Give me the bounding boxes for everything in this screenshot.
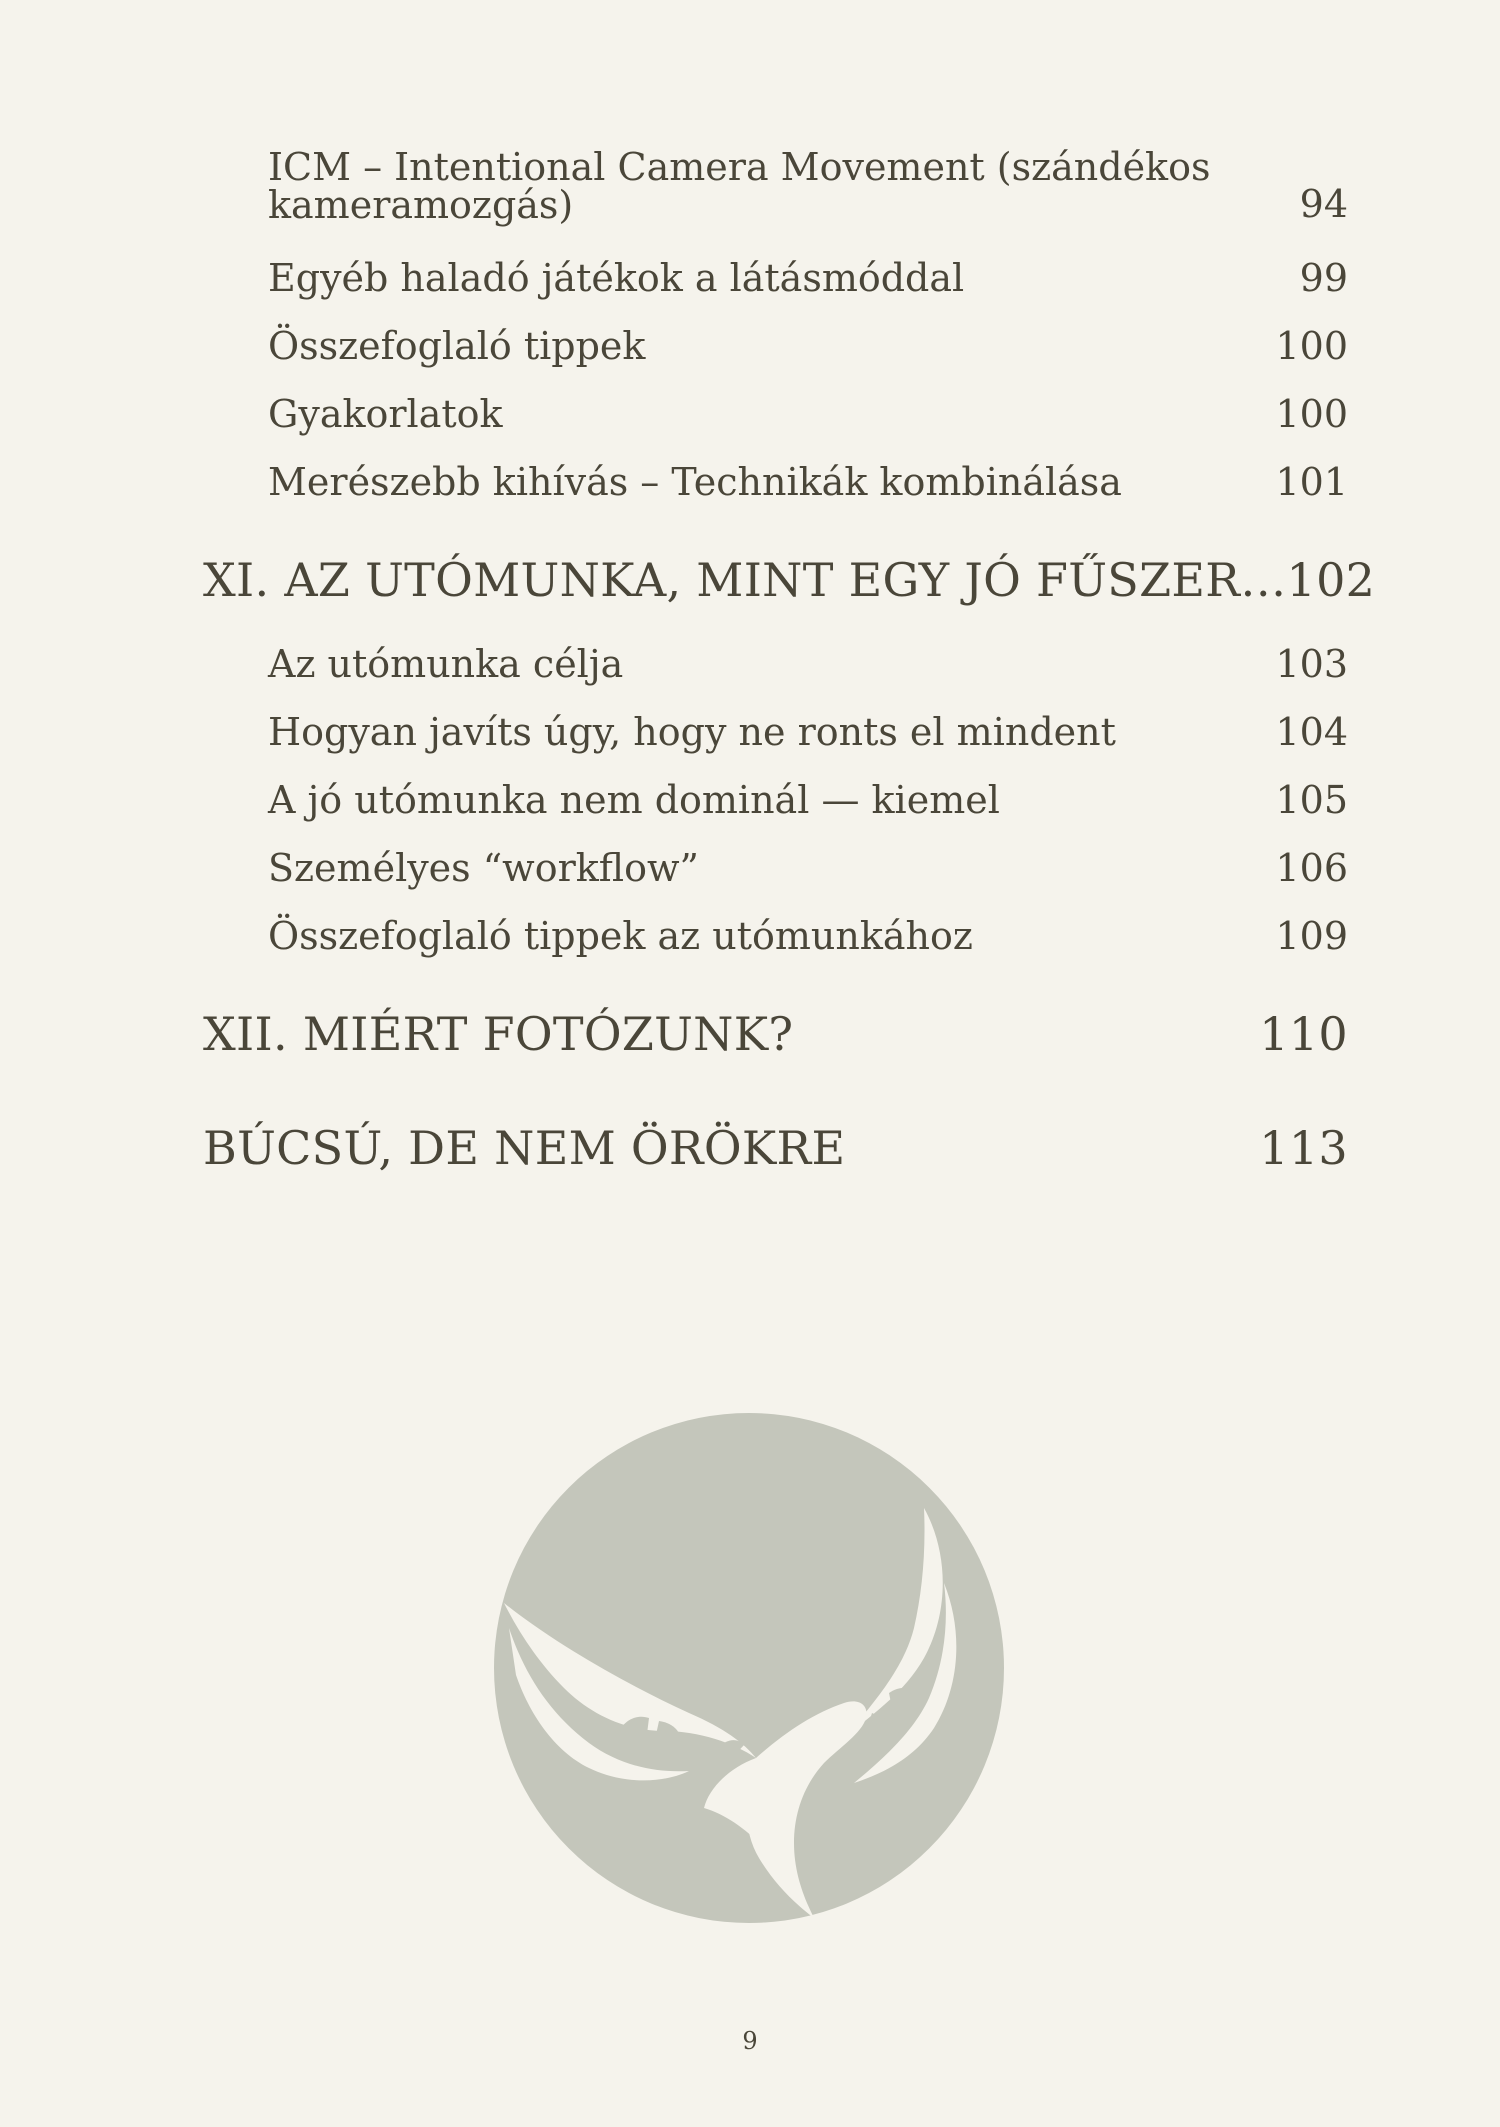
toc-chapter-xii[interactable] bbox=[203, 1007, 1348, 1061]
toc-entry-utomunka-celja[interactable] bbox=[268, 644, 1348, 684]
toc-entry-osszefoglalo-tippek[interactable] bbox=[268, 326, 1348, 366]
toc-chapter-page: 110 bbox=[1259, 1007, 1348, 1061]
toc-chapter-title: XI. AZ UTÓMUNKA, MINT EGY JÓ FŰSZER… bbox=[203, 553, 1287, 607]
toc-chapter-title: BÚCSÚ, DE NEM ÖRÖKRE bbox=[203, 1121, 846, 1175]
toc-entry-title: Személyes “workflow” bbox=[268, 846, 699, 890]
toc-entry-title: Merészebb kihívás – Technikák kombinálása bbox=[268, 460, 1122, 504]
toc-entry-gyakorlatok[interactable] bbox=[268, 394, 1348, 434]
toc-entry-mereszebb-kihivas[interactable] bbox=[268, 462, 1348, 502]
toc-entry-title: ICM – Intentional Camera Movement (szándékos kameramozgás) bbox=[268, 145, 1211, 227]
toc-entry-osszefoglalo-utomunka[interactable] bbox=[268, 916, 1348, 956]
toc-entry-page: 99 bbox=[1299, 256, 1348, 300]
toc-entry-title: Összefoglaló tippek bbox=[268, 324, 646, 368]
page-number: 9 bbox=[742, 2027, 758, 2055]
toc-entry-page: 100 bbox=[1275, 324, 1348, 368]
toc-chapter-xi[interactable] bbox=[203, 553, 1376, 607]
toc-entry-title: Összefoglaló tippek az utómunkához bbox=[268, 914, 973, 958]
toc-entry-page: 106 bbox=[1275, 846, 1348, 890]
toc-chapter-page: 102 bbox=[1286, 553, 1376, 607]
toc-chapter-page: 113 bbox=[1259, 1121, 1348, 1175]
toc-entry-title: Hogyan javíts úgy, hogy ne ronts el mindent bbox=[268, 710, 1116, 754]
toc-entry-title: A jó utómunka nem dominál — kiemel bbox=[268, 778, 1000, 822]
toc-entry-page: 101 bbox=[1275, 460, 1348, 504]
toc-entry-page: 109 bbox=[1275, 914, 1348, 958]
bird-in-circle-icon bbox=[494, 1413, 1004, 1923]
toc-entry-page: 100 bbox=[1275, 392, 1348, 436]
toc-entry-icm[interactable] bbox=[268, 145, 1348, 227]
toc-entry-hogyan-javits[interactable] bbox=[268, 712, 1348, 752]
toc-entry-page: 103 bbox=[1275, 642, 1348, 686]
toc-entry-jo-utomunka[interactable] bbox=[268, 780, 1348, 820]
toc-entry-title: Gyakorlatok bbox=[268, 392, 503, 436]
toc-entry-szemelyes-workflow[interactable] bbox=[268, 848, 1348, 888]
toc-chapter-bucsu[interactable] bbox=[203, 1121, 1348, 1175]
toc-chapter-title: XII. MIÉRT FOTÓZUNK? bbox=[203, 1007, 794, 1061]
toc-entry-title: Az utómunka célja bbox=[268, 642, 624, 686]
toc-entry-page: 104 bbox=[1275, 710, 1348, 754]
toc-entry-page: 105 bbox=[1275, 778, 1348, 822]
toc-entry-page: 94 bbox=[1299, 182, 1348, 226]
toc-entry-title: Egyéb haladó játékok a látásmóddal bbox=[268, 256, 965, 300]
toc-entry-egyeb-halado[interactable] bbox=[268, 258, 1348, 298]
